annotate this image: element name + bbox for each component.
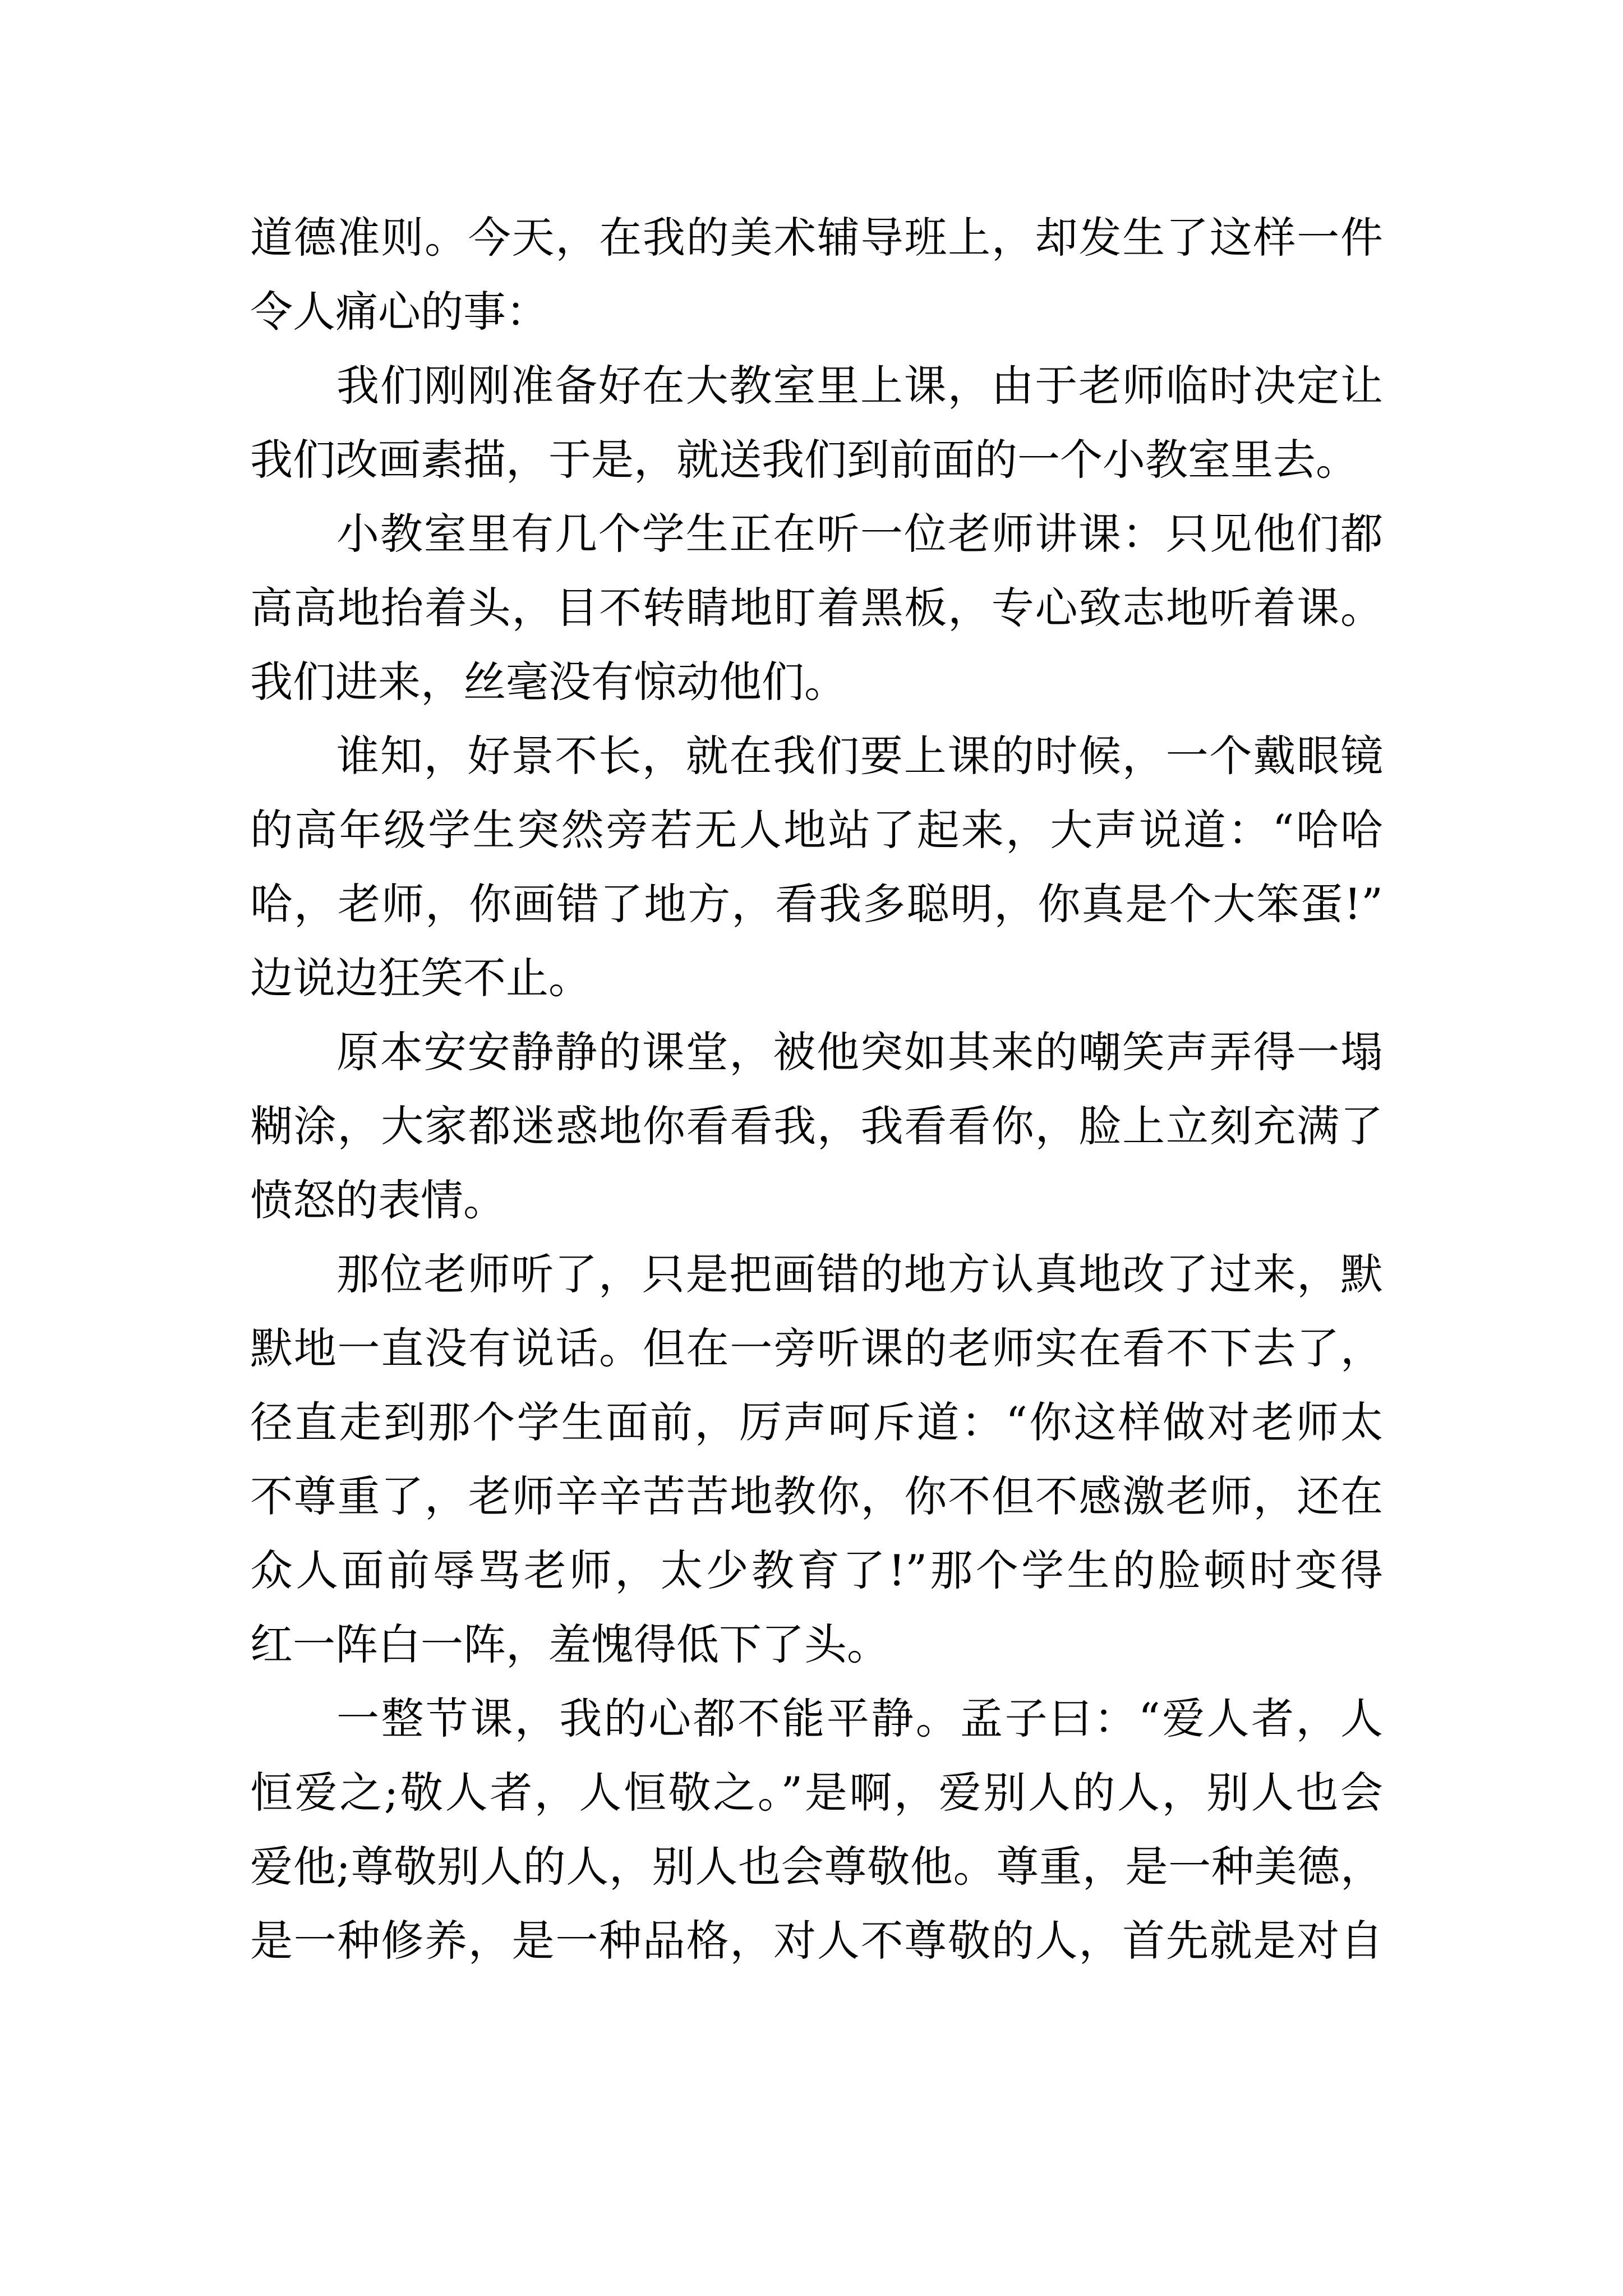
text-line: 原本安安静静的课堂，被他突如其来的嘲笑声弄得一塌 [336, 1027, 1383, 1077]
text-line: 默地一直没有说话。但在一旁听课的老师实在看不下去了， [250, 1323, 1383, 1373]
text-line: 哈，老师，你画错了地方，看我多聪明，你真是个大笨蛋!” [250, 879, 1383, 929]
text-line: 我们刚刚准备好在大教室里上课，由于老师临时决定让 [336, 361, 1383, 411]
text-line: 糊涂，大家都迷惑地你看看我，我看看你，脸上立刻充满了 [250, 1101, 1383, 1151]
text-line: 我们进来，丝毫没有惊动他们。 [250, 657, 847, 707]
text-line: 谁知，好景不长，就在我们要上课的时候，一个戴眼镜 [336, 731, 1383, 781]
paragraph [250, 1015, 1383, 1237]
paragraph [250, 1682, 1383, 1978]
text-line: 红一阵白一阵，羞愧得低下了头。 [250, 1619, 889, 1669]
text-line: 令人痛心的事： [250, 287, 548, 337]
text-line: 径直走到那个学生面前，厉声呵斥道：“你这样做对老师太 [250, 1397, 1383, 1447]
paragraph [250, 719, 1383, 1015]
paragraph [250, 349, 1383, 497]
paragraph [250, 201, 1383, 349]
text-line: 众人面前辱骂老师，太少教育了!”那个学生的脸顿时变得 [250, 1545, 1383, 1595]
text-line: 小教室里有几个学生正在听一位老师讲课：只见他们都 [336, 509, 1383, 559]
text-line: 一整节课，我的心都不能平静。孟子曰：“爱人者，人 [336, 1694, 1383, 1743]
text-line: 那位老师听了，只是把画错的地方认真地改了过来，默 [336, 1249, 1383, 1299]
text-line: 道德准则。今天，在我的美术辅导班上，却发生了这样一件 [250, 213, 1383, 263]
paragraph [250, 1237, 1383, 1682]
text-line: 我们改画素描，于是，就送我们到前面的一个小教室里去。 [250, 435, 1358, 485]
text-line: 不尊重了，老师辛辛苦苦地教你，你不但不感激老师，还在 [250, 1471, 1383, 1521]
text-line: 边说边狂笑不止。 [250, 953, 591, 1003]
document-body-text [250, 201, 1383, 1978]
text-line: 的高年级学生突然旁若无人地站了起来，大声说道：“哈哈 [250, 805, 1383, 855]
paragraph [250, 497, 1383, 719]
text-line: 是一种修养，是一种品格，对人不尊敬的人，首先就是对自 [250, 1916, 1383, 1966]
text-line: 愤怒的表情。 [250, 1175, 506, 1225]
text-line: 爱他;尊敬别人的人，别人也会尊敬他。尊重，是一种美德， [250, 1842, 1383, 1892]
text-line: 高高地抬着头，目不转睛地盯着黑板，专心致志地听着课。 [250, 583, 1383, 633]
text-line: 恒爱之;敬人者，人恒敬之。”是啊，爱别人的人，别人也会 [250, 1768, 1383, 1818]
